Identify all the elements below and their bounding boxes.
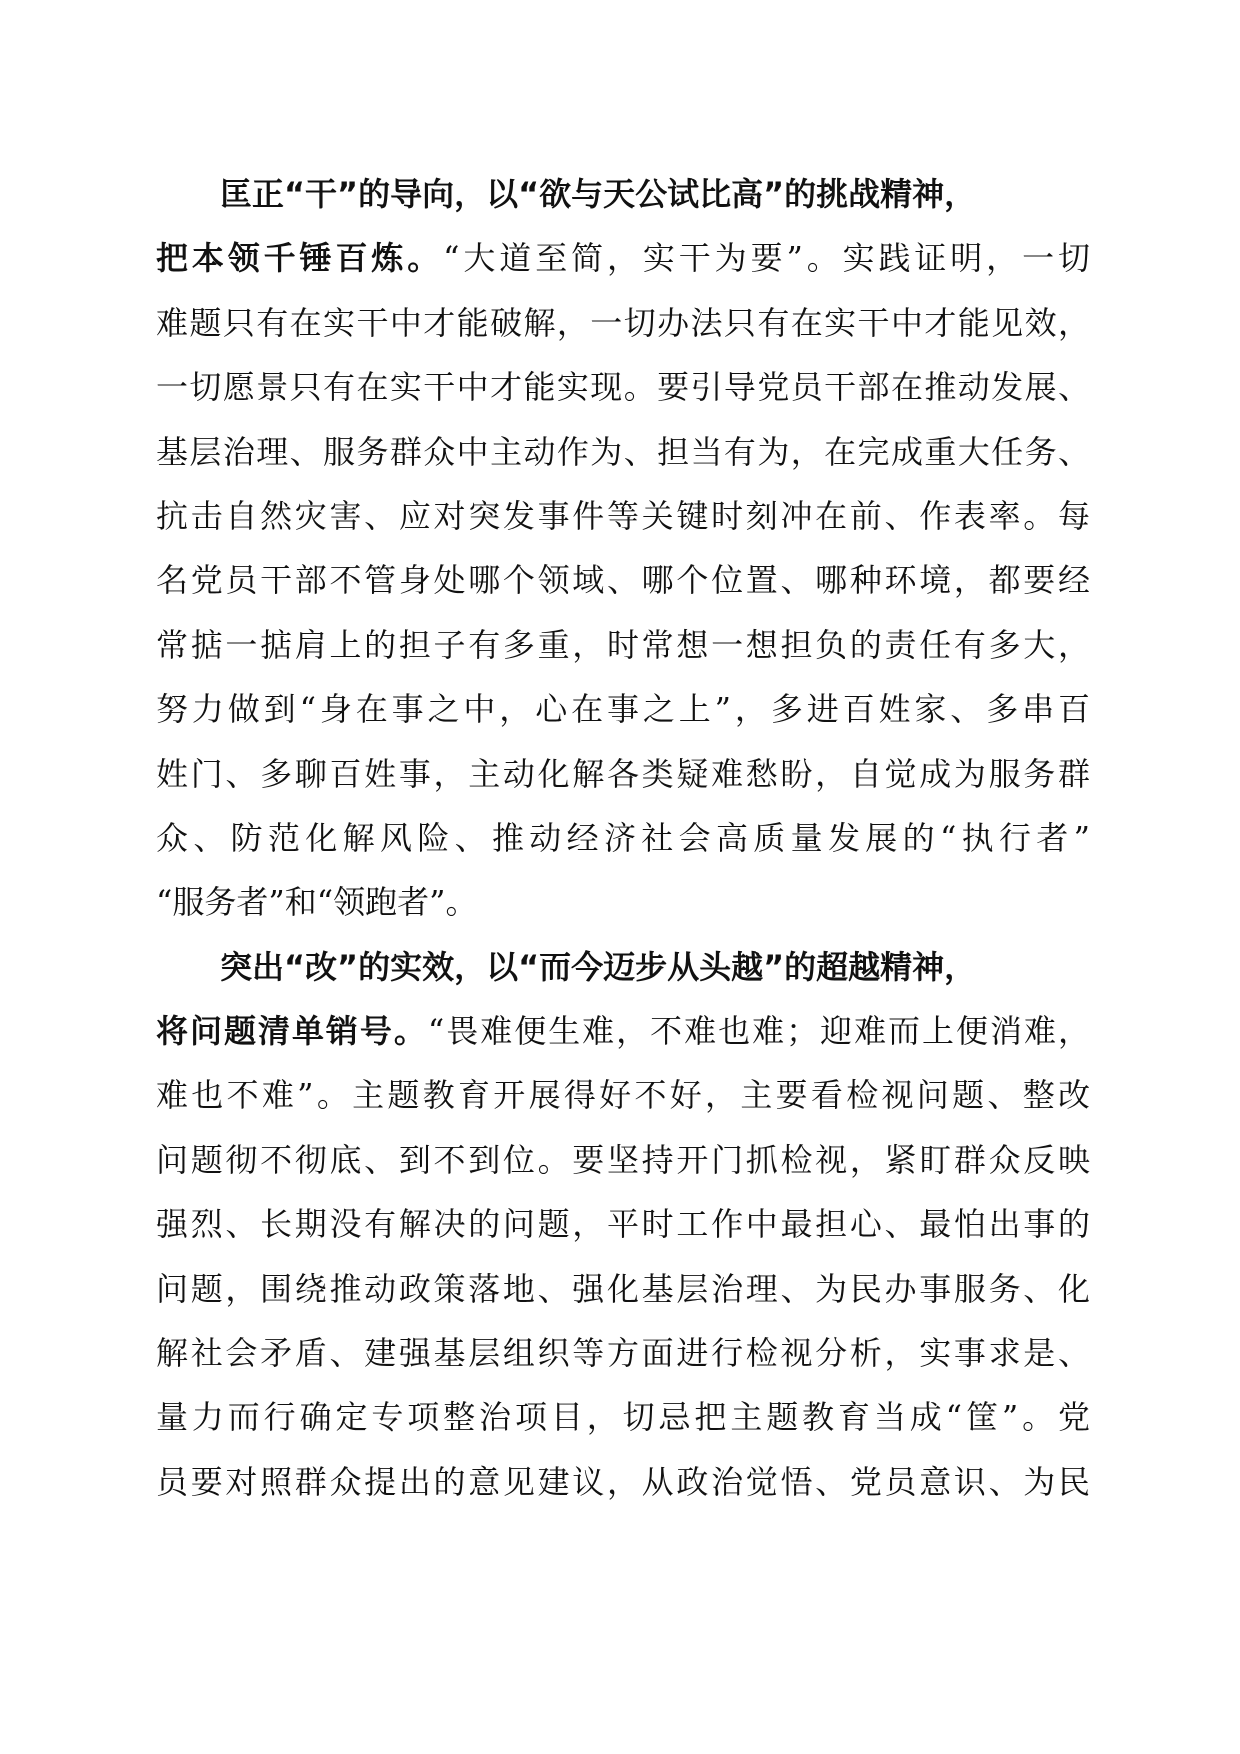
paragraph-1-line-3: 难题只有在实干中才能破解，一切办法只有在实干中才能见效， <box>156 303 1090 342</box>
paragraph-2-heading-part-2: 将问题清单销号。 <box>156 1012 428 1051</box>
paragraph-1-line-10: 姓门、多聊百姓事，主动化解各类疑难愁盼，自觉成为服务群 <box>156 754 1090 793</box>
paragraph-2-line-4: 问题彻不彻底、到不到位。要坚持开门抓检视，紧盯群众反映 <box>156 1140 1090 1179</box>
paragraph-2-line-8: 量力而行确定专项整治项目，切忌把主题教育当成“筐”。党 <box>156 1398 1090 1437</box>
document-body <box>156 162 1090 1514</box>
paragraph-1-text-part-2: “大道至简，实干为要”。实践证明，一切 <box>443 239 1090 278</box>
paragraph-1-line-12: “服务者”和“领跑者”。 <box>156 883 478 922</box>
paragraph-1-line-4: 一切愿景只有在实干中才能实现。要引导党员干部在推动发展、 <box>156 368 1090 407</box>
paragraph-1-line-5: 基层治理、服务群众中主动作为、担当有为，在完成重大任务、 <box>156 432 1090 471</box>
paragraph-2-line-7: 解社会矛盾、建强基层组织等方面进行检视分析，实事求是、 <box>156 1334 1090 1373</box>
paragraph-2-line-2 <box>156 999 1090 1063</box>
paragraph-2-text-part-2: “畏难便生难，不难也难；迎难而上便消难， <box>427 1012 1090 1051</box>
paragraph-1-line-8: 常掂一掂肩上的担子有多重，时常想一想担负的责任有多大， <box>156 625 1090 664</box>
paragraph-2-heading-part-1: 突出“改”的实效，以“而今迈步从头越”的超越精神， <box>220 947 977 986</box>
paragraph-2-line-6: 问题，围绕推动政策落地、强化基层治理、为民办事服务、化 <box>156 1269 1090 1308</box>
paragraph-1-line-9: 努力做到“身在事之中，心在事之上”，多进百姓家、多串百 <box>156 690 1090 729</box>
paragraph-1-heading-part-1: 匡正“干”的导向，以“欲与天公试比高”的挑战精神， <box>220 175 977 213</box>
paragraph-1-line-1 <box>156 162 1090 226</box>
paragraph-2-line-3: 难也不难”。主题教育开展得好不好，主要看检视问题、整改 <box>156 1076 1090 1115</box>
paragraph-1-line-7: 名党员干部不管身处哪个领域、哪个位置、哪种环境，都要经 <box>156 561 1090 600</box>
paragraph-1-line-6: 抗击自然灾害、应对突发事件等关键时刻冲在前、作表率。每 <box>156 496 1090 535</box>
paragraph-1-line-2 <box>156 226 1090 290</box>
paragraph-1-heading-part-2: 把本领千锤百炼。 <box>156 239 444 278</box>
paragraph-2-line-9: 员要对照群众提出的意见建议，从政治觉悟、党员意识、为民 <box>156 1462 1090 1501</box>
paragraph-2-line-1 <box>156 935 1090 999</box>
paragraph-1-line-11: 众、防范化解风险、推动经济社会高质量发展的“执行者” <box>156 818 1090 857</box>
paragraph-2-line-5: 强烈、长期没有解决的问题，平时工作中最担心、最怕出事的 <box>156 1205 1090 1244</box>
